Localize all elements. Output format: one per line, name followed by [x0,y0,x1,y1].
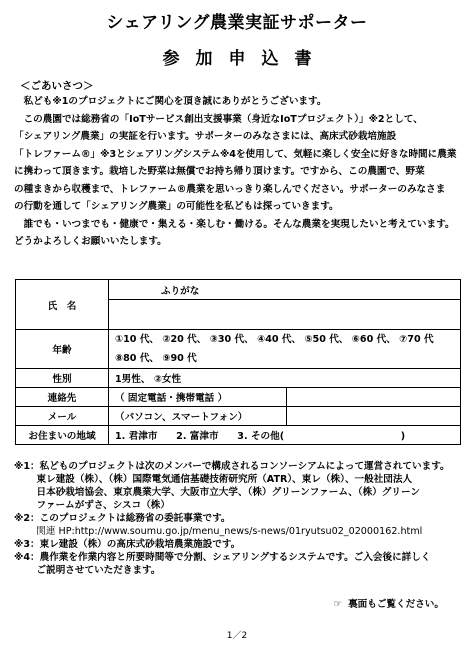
area-option-other[interactable]: 3. その他( [237,431,285,442]
intro-line: どうかよろしくお願いいたします。 [14,236,167,247]
footnote-line: ファームがずさ、シスコ（株） [14,500,170,511]
area-options [109,426,461,445]
email-hint: （パソコン、スマートフォン） [109,407,287,426]
footnote-line: 日本砂栽培協会、東京農業大学、大阪市立大学、（株）グリーンファーム、（株）グリーン [14,487,420,498]
footnote-line: ※2：このプロジェクトは総務省の委託事業です。 [14,513,231,524]
area-option-futtsu[interactable]: 2. 富津市 [176,431,219,442]
contact-label: 連絡先 [16,388,109,407]
intro-line: 「シェアリング農業」の実証を行います。サポーターのみなさまには、高床式砂栽培施設 [14,131,397,142]
email-field[interactable] [287,407,461,426]
footnote-line: ※3：東レ建設（株）の高床式砂栽培農業施設です。 [14,539,241,550]
gender-option-female[interactable]: ②女性 [153,374,182,385]
application-form [15,279,461,445]
furigana-field[interactable] [109,280,461,300]
page-number: 1／2 [226,631,248,641]
footnote-line: ※1：私どものプロジェクトは次のメンバーで構成されるコンソーシアムによって運営されています。 [14,461,450,472]
area-close-paren: ) [400,431,406,442]
area-option-kimitsu[interactable]: 1. 君津市 [115,431,158,442]
footnote-line: 関連 HP:http://www.soumu.go.jp/menu_news/s-news/01ryutsu02_02000162.html [14,526,423,537]
intro-line: の種まきから収穫まで、トレファーム®農業を思いっきり楽しんでください。サポーターのみなさま [14,183,446,195]
age-options [109,330,461,369]
contact-hint: （ 固定電話・携帯電話 ） [109,388,287,407]
age-option[interactable]: ⑥60 代、 [351,334,396,345]
age-option[interactable]: ①10 代、 [115,334,160,345]
age-option[interactable]: ⑨90 代 [162,353,197,364]
intro-line: 「トレファーム®」※3とシェアリングシステム※4を使用して、気軽に楽しく安全に好きな時間に農業 [14,148,457,160]
age-option[interactable]: ⑦70 代 [399,334,434,345]
age-option[interactable]: ④40 代、 [257,334,302,345]
footnote-line: 東レ建設（株）、（株）国際電気通信基礎技術研究所（ATR）、東レ（株）、一般社団法人 [14,474,413,485]
intro-line: 誰でも・いつまでも・健康で・集える・楽しむ・働ける。そんな農業を実現したいと考えています。 [14,218,455,230]
footnotes [14,460,464,577]
furigana-label: ふりがな [161,285,200,297]
footnote-line: ご説明させていただきます。 [14,565,161,576]
age-option[interactable]: ②20 代、 [162,334,207,345]
greeting-heading: ＜ごあいさつ＞ [20,80,94,92]
contact-field[interactable] [287,388,461,407]
age-label: 年齢 [16,330,109,369]
form-title: シェアリング農業実証サポーター [106,13,368,33]
area-label: お住まいの地域 [16,426,109,445]
intro-line: に携わって頂きます。栽培した野菜は無償でお持ち帰り頂けます。ですから、この農園で、野菜 [14,166,425,177]
age-option[interactable]: ⑧80 代、 [115,353,160,364]
back-note-text: 裏面もご覧ください。 [348,599,444,610]
name-field[interactable] [109,300,461,330]
intro-line: この農園では総務省の「IoTサービス創出支援事業（身近なIoTプロジェクト）」※2として、 [14,113,423,125]
gender-label: 性別 [16,369,109,388]
intro-line: の行動を通して「シェアリング農業」の可能性を私どもは探っていきます。 [14,201,339,212]
age-option[interactable]: ③30 代、 [209,334,254,345]
email-label: メール [16,407,109,426]
form-subtitle: 参加申込書 [162,49,328,69]
gender-options [109,369,461,388]
intro-paragraph [14,93,462,251]
name-label: 氏 名 [16,280,109,330]
pointing-hand-icon: ☞ [333,599,343,610]
age-option[interactable]: ⑤50 代、 [304,334,349,345]
intro-line: 私ども※1のプロジェクトにご関心を頂き誠にありがとうございます。 [14,96,327,107]
gender-option-male[interactable]: 1男性、 [115,374,151,385]
footnote-line: ※4：農作業を作業内容と所要時間等で分割、シェアリングするシステムです。ご入会後に詳しく [14,552,431,563]
back-page-note [333,596,444,610]
